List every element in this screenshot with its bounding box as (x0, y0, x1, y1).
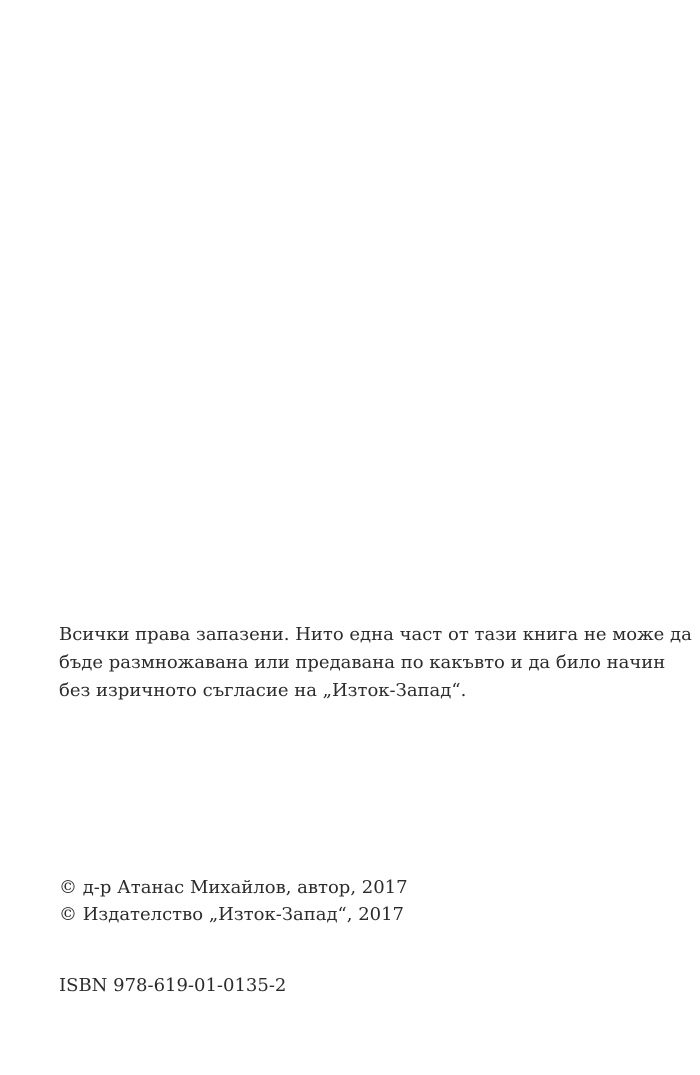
rights-notice-line: бъде размножавана или предавана по какъвто и да било начин (59, 652, 666, 673)
isbn: ISBN 978-619-01-0135-2 (59, 975, 287, 996)
rights-notice-line: Всички права запазени. Нито една част от тази книга не може да (59, 624, 692, 645)
rights-notice-line: без изричното съгласие на „Изток-Запад“. (59, 680, 467, 701)
copyright-block (59, 874, 659, 928)
author-copyright: © д-р Атанас Михайлов, автор, 2017 (59, 877, 408, 898)
rights-notice (59, 621, 692, 705)
publisher-copyright: © Издателство „Изток-Запад“, 2017 (59, 904, 405, 925)
